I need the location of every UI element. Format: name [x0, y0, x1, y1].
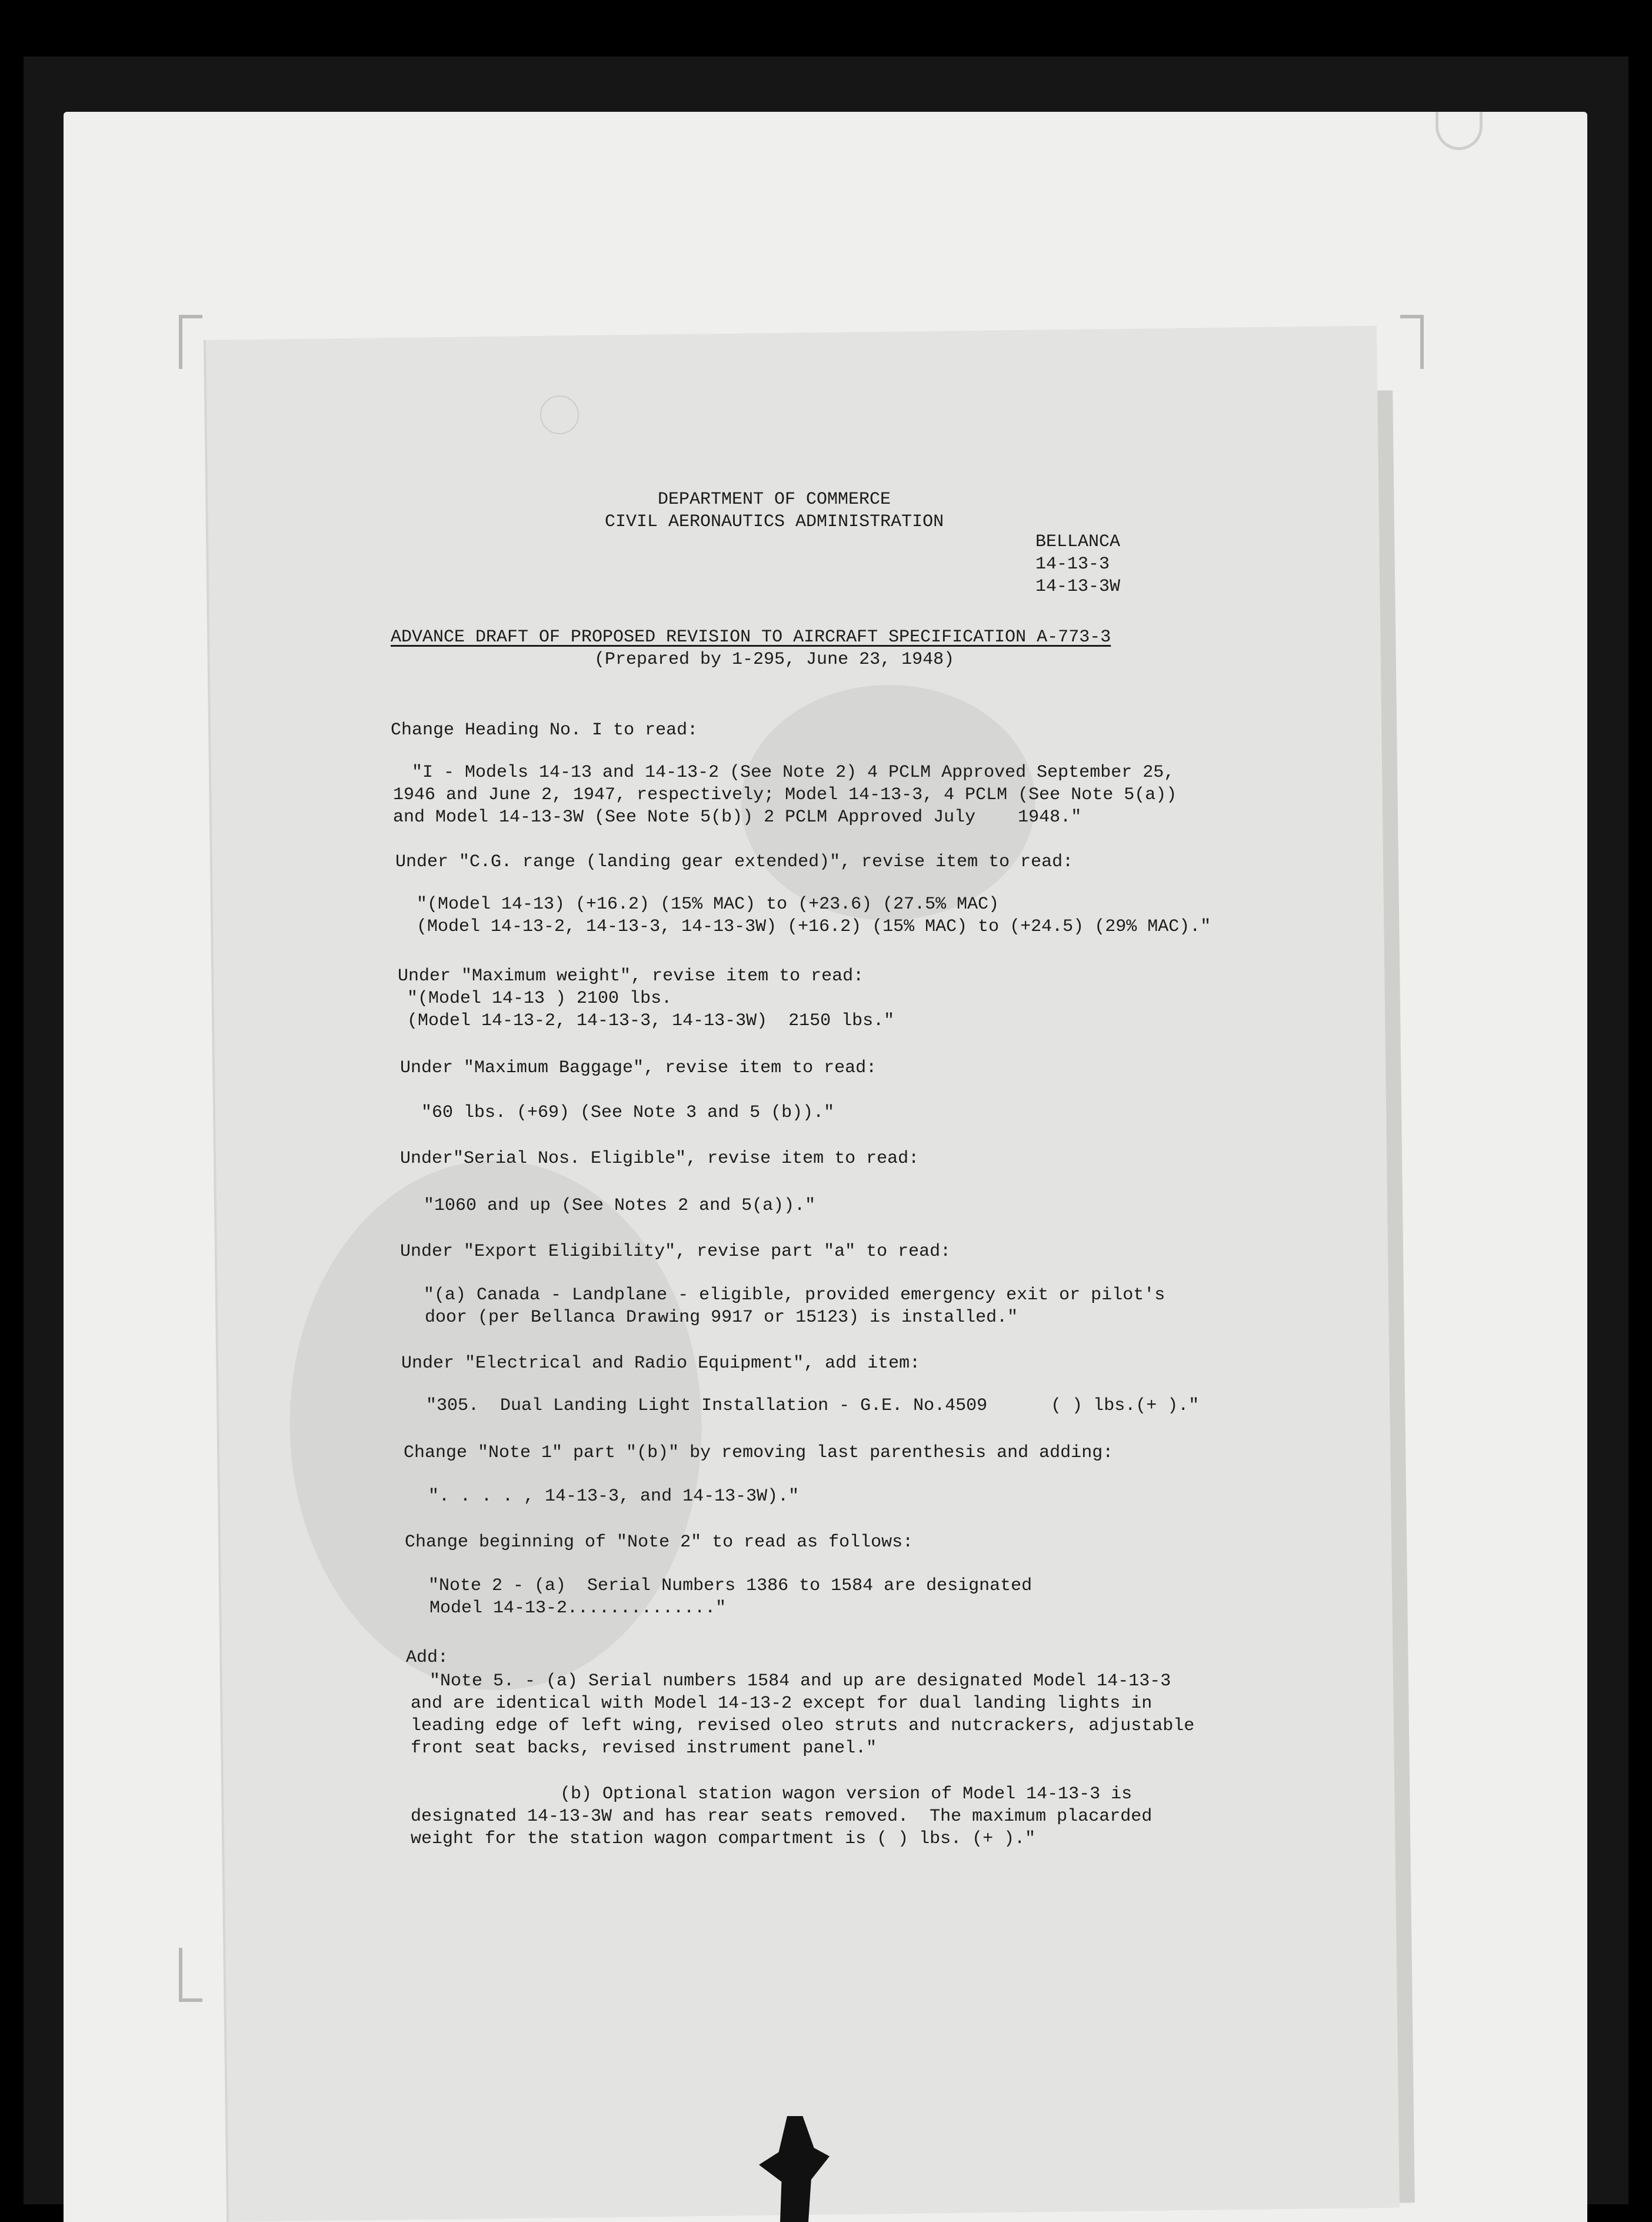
amendment-text: "Note 2 - (a) Serial Numbers 1386 to 1584 are designated [428, 1576, 1032, 1596]
prepared-by: (Prepared by 1-295, June 23, 1948) [594, 650, 955, 670]
amendment-text: weight for the station wagon compartment is ( ) lbs. (+ )." [411, 1829, 1036, 1849]
amendment-text: "(Model 14-13 ) 2100 lbs. [407, 989, 672, 1009]
instruction-line: Change beginning of "Note 2" to read as follows: [405, 1532, 914, 1552]
amendment-text: ". . . . , 14-13-3, and 14-13-3W)." [428, 1486, 800, 1506]
amendment-text: front seat backs, revised instrument panel." [411, 1738, 877, 1758]
amendment-text: "I - Models 14-13 and 14-13-2 (See Note 2) 4 PCLM Approved September 25, [412, 763, 1175, 783]
instruction-line: Under "Electrical and Radio Equipment", add item: [401, 1353, 921, 1373]
amendment-text: "(Model 14-13) (+16.2) (15% MAC) to (+23.6) (27.5% MAC) [417, 894, 1000, 914]
amendment-text: "Note 5. - (a) Serial numbers 1584 and up are designated Model 14-13-3 [429, 1671, 1171, 1691]
instruction-line: Under "Maximum weight", revise item to read: [398, 966, 864, 986]
amendment-text: designated 14-13-3W and has rear seats removed. The maximum placarded [411, 1807, 1153, 1827]
amendment-text: and Model 14-13-3W (See Note 5(b)) 2 PCLM Approved July 1948." [393, 807, 1082, 827]
amendment-text: 1946 and June 2, 1947, respectively; Model 14-13-3, 4 PCLM (See Note 5(a)) [393, 785, 1177, 805]
instruction-line: Change Heading No. I to read: [391, 720, 698, 740]
amendment-text: (Model 14-13-2, 14-13-3, 14-13-3W) (+16.2) (15% MAC) to (+24.5) (29% MAC)." [417, 917, 1211, 937]
amendment-text: "60 lbs. (+69) (See Note 3 and 5 (b))." [421, 1103, 835, 1123]
amendment-text: "305. Dual Landing Light Installation - G.E. No.4509 ( ) lbs.(+ )." [426, 1396, 1200, 1416]
model-number: 14-13-3W [1035, 577, 1121, 597]
instruction-line: Under "Maximum Baggage", revise item to read: [400, 1058, 877, 1078]
amendment-text: "(a) Canada - Landplane - eligible, provided emergency exit or pilot's [424, 1285, 1165, 1305]
amendment-text: door (per Bellanca Drawing 9917 or 15123) is installed." [425, 1308, 1018, 1328]
model-number: 14-13-3 [1035, 554, 1110, 574]
instruction-line: Add: [406, 1648, 449, 1668]
instruction-line: Under "Export Eligibility", revise part "a" to read: [400, 1242, 951, 1262]
amendment-text: and are identical with Model 14-13-2 except for dual landing lights in [411, 1694, 1153, 1714]
maker-name: BELLANCA [1035, 532, 1121, 552]
agency-line-2: CIVIL AERONAUTICS ADMINISTRATION [605, 512, 944, 532]
amendment-text: (Model 14-13-2, 14-13-3, 14-13-3W) 2150 lbs." [407, 1011, 895, 1031]
amendment-text: "1060 and up (See Notes 2 and 5(a))." [424, 1196, 816, 1216]
document-title: ADVANCE DRAFT OF PROPOSED REVISION TO AIRCRAFT SPECIFICATION A-773-3 [391, 627, 1111, 647]
agency-line-1: DEPARTMENT OF COMMERCE [658, 490, 891, 510]
amendment-text: (b) Optional station wagon version of Model 14-13-3 is [560, 1784, 1133, 1804]
instruction-line: Under"Serial Nos. Eligible", revise item to read: [400, 1149, 920, 1169]
amendment-text: leading edge of left wing, revised oleo struts and nutcrackers, adjustable [411, 1716, 1195, 1736]
amendment-text: Model 14-13-2.............." [429, 1598, 727, 1618]
instruction-line: Under "C.G. range (landing gear extended)", revise item to read: [395, 852, 1074, 872]
instruction-line: Change "Note 1" part "(b)" by removing last parenthesis and adding: [404, 1443, 1114, 1463]
